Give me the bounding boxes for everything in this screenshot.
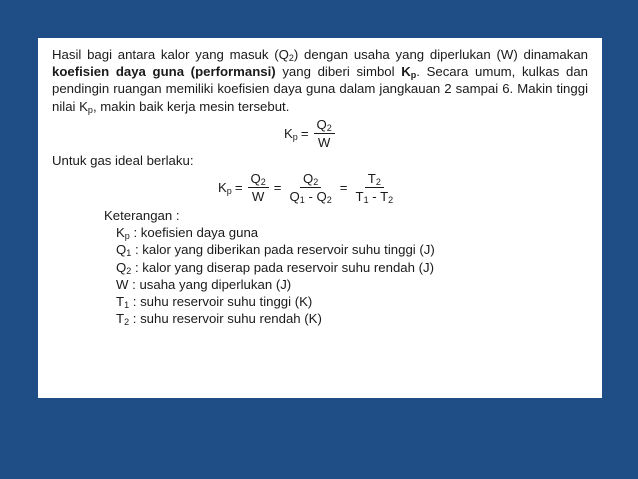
formula-2-f3-denominator: $T_1 - T_2$ (355, 189, 394, 206)
formula-2-equals-1: = (234, 179, 243, 195)
formula-kp-definition (284, 117, 337, 150)
formula-2-fraction-2 (287, 171, 335, 204)
term-koefisien-daya-guna: koefisien daya guna (performansi) (52, 64, 276, 80)
formula-2-f1-numerator: $Q_2$ (248, 171, 269, 188)
intro-text-2: ) dengan usaha yang diperlukan (W) dinamakan (293, 47, 588, 62)
formula-1-row (52, 117, 588, 150)
legend-item-kp: $K_p$ : koefisien daya guna (116, 225, 259, 242)
symbol-kp: $K_p$ (401, 64, 417, 81)
intro-text-5: , makin baik kerja mesin tersebut. (92, 98, 290, 114)
legend-item-w: W : usaha yang diperlukan (J) (116, 276, 292, 292)
legend-item-t1: $T_1$ : suhu reservoir suhu tinggi (K) (116, 294, 313, 311)
formula-1-numerator: $Q_2$ (314, 117, 335, 134)
slide-card (38, 38, 602, 398)
formula-2-lhs: $K_p$ (218, 179, 232, 196)
formula-2-f3-numerator: $T_2$ (365, 171, 384, 188)
intro-text-1: Hasil bagi antara kalor yang masuk (Q (52, 47, 289, 62)
legend-item-q2: $Q_2$ : kalor yang diserap pada reservoir suhu rendah (J) (116, 259, 435, 276)
ideal-gas-label: Untuk gas ideal berlaku: (52, 152, 194, 168)
formula-2-f1-denominator: W (251, 189, 265, 205)
legend-item-q1: $Q_1$ : kalor yang diberikan pada reservoir suhu tinggi (J) (116, 242, 435, 259)
formula-2-fraction-1 (248, 171, 269, 204)
formula-kp-ideal-gas (218, 171, 398, 204)
formula-1-denominator: W (317, 134, 331, 150)
intro-sub-4: p (87, 104, 93, 115)
formula-2-fraction-3 (353, 171, 397, 204)
legend (104, 207, 588, 327)
formula-1-fraction (314, 117, 335, 150)
intro-paragraph (52, 46, 588, 115)
formula-2-f2-denominator: $Q_1 - Q_2$ (289, 189, 332, 206)
formula-2-f2-numerator: $Q_2$ (300, 171, 321, 188)
legend-item-t2: $T_2$ : suhu reservoir suhu rendah (K) (116, 311, 322, 328)
formula-2-equals-2: = (273, 179, 282, 195)
intro-text-3: yang diberi simbol (275, 64, 402, 80)
formula-1-lhs: $K_p$ (284, 125, 298, 142)
formula-2-row (52, 171, 588, 204)
formula-1-equals: = (300, 125, 309, 141)
formula-2-equals-3: = (339, 179, 348, 195)
intro-sub-1: 2 (288, 53, 294, 63)
intro-text-4: . Secara umum, kulkas dan pendingin ruangan memiliki koefisien daya guna dalam jangkauan 2 sampai 6. Makin tinggi nilai K (52, 64, 588, 114)
legend-title: Keterangan : (104, 208, 180, 224)
legend-list (104, 224, 588, 327)
